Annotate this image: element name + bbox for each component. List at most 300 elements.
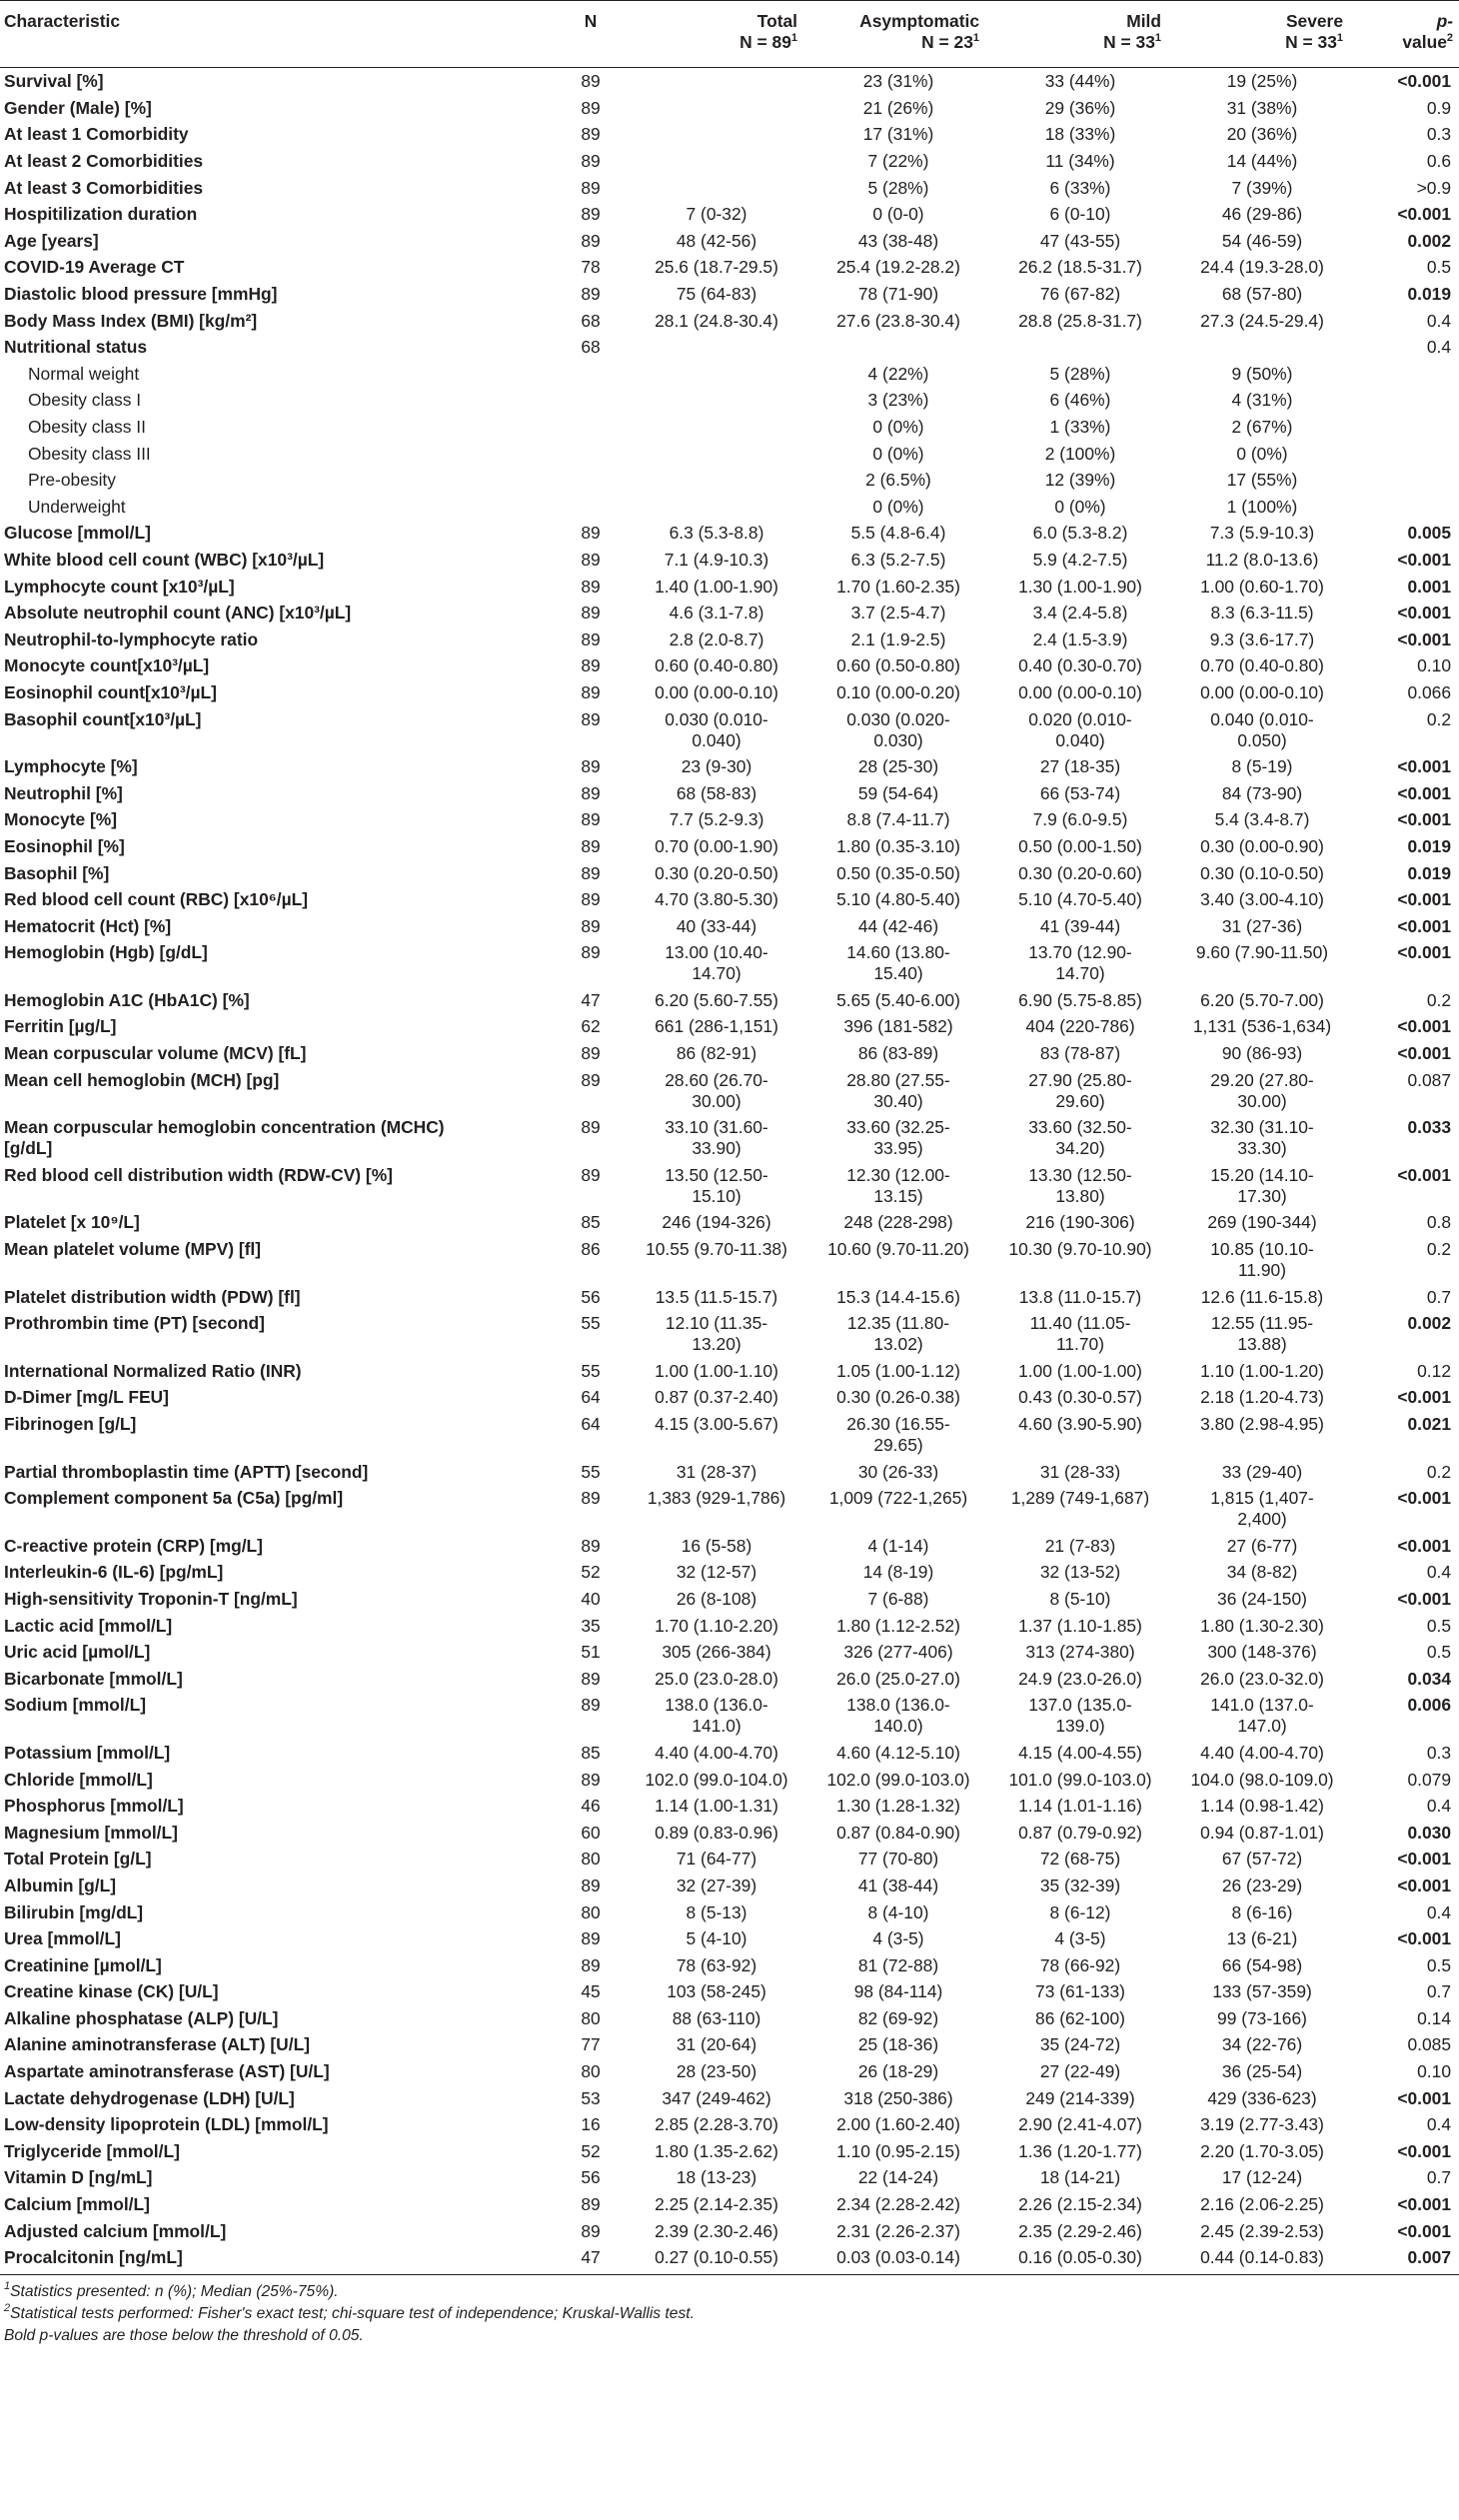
- asymptomatic-cell: 1.10 (0.95-2.15): [836, 2140, 960, 2161]
- table-row: [0, 547, 1459, 574]
- table-row: [0, 779, 1459, 806]
- p-value-cell: <0.001: [1397, 782, 1451, 803]
- characteristic-cell: Pre-obesity: [28, 470, 116, 491]
- total-cell: 2.85 (2.28-3.70): [655, 2114, 778, 2135]
- table-row: [0, 1586, 1459, 1613]
- mild-cell: 2 (100%): [1044, 443, 1116, 464]
- severe-cell: 1.80 (1.30-2.30): [1200, 1615, 1324, 1636]
- n-cell: 89: [581, 71, 601, 92]
- n-cell: 89: [581, 862, 601, 883]
- asymptomatic-cell: 2.31 (2.26-2.37): [836, 2220, 960, 2241]
- header-group-name: Total: [756, 11, 797, 31]
- characteristic-cell: Eosinophil [%]: [4, 835, 125, 856]
- n-cell: 80: [581, 2061, 601, 2082]
- severe-cell: 3.19 (2.77-3.43): [1200, 2114, 1324, 2135]
- total-cell: 26 (8-108): [676, 1588, 757, 1609]
- table-row: [0, 859, 1459, 886]
- mild-cell: 404 (220-786): [1025, 1016, 1135, 1037]
- p-value-cell: 0.5: [1426, 1615, 1451, 1636]
- table-row: [0, 254, 1459, 281]
- mild-cell: 0 (0%): [1054, 496, 1106, 517]
- table-row: [0, 1612, 1459, 1639]
- mild-cell: 1.00 (1.00-1.00): [1018, 1360, 1142, 1381]
- p-value-cell: 0.002: [1407, 230, 1451, 251]
- total-cell: 7.7 (5.2-9.3): [669, 809, 764, 830]
- n-cell: [556, 440, 626, 467]
- severe-cell: 0.30 (0.00-0.90): [1200, 835, 1324, 856]
- total-cell: 13.5 (11.5-15.7): [655, 1286, 778, 1307]
- total-cell: 661 (286-1,151): [655, 1016, 778, 1037]
- mild-cell: 7.9 (6.0-9.5): [1032, 809, 1128, 830]
- asymptomatic-cell: 0 (0%): [872, 417, 924, 438]
- characteristic-cell: Phosphorus [mmol/L]: [4, 1796, 184, 1817]
- p-value-cell: 0.5: [1426, 1642, 1451, 1663]
- mild-cell: 1 (33%): [1049, 417, 1111, 438]
- p-value-cell: 0.4: [1426, 2114, 1451, 2135]
- asymptomatic-cell: 59 (54-64): [857, 782, 939, 803]
- characteristic-cell: Eosinophil count[x10³/µL]: [4, 681, 217, 702]
- n-cell: 89: [581, 1695, 601, 1716]
- n-cell: 64: [581, 1414, 601, 1435]
- table-row: [0, 2164, 1459, 2191]
- asymptomatic-cell: 0.10 (0.00-0.20): [836, 681, 960, 702]
- p-value-cell: <0.001: [1397, 1164, 1451, 1185]
- asymptomatic-cell: 7 (6-88): [867, 1588, 929, 1609]
- mild-cell: 32 (13-52): [1039, 1562, 1121, 1583]
- asymptomatic-cell: 26.0 (25.0-27.0): [836, 1668, 960, 1689]
- p-value-cell: <0.001: [1397, 1535, 1451, 1556]
- p-value-cell: <0.001: [1397, 2194, 1451, 2215]
- asymptomatic-cell: 25 (18-36): [857, 2034, 939, 2055]
- characteristic-cell: Obesity class II: [28, 417, 146, 438]
- n-cell: 89: [581, 124, 601, 145]
- asymptomatic-cell: 4 (3-5): [872, 1928, 924, 1949]
- mild-cell: 27 (18-35): [1039, 756, 1121, 777]
- characteristic-cell: Aspartate aminotransferase (AST) [U/L]: [4, 2061, 330, 2082]
- header-n: N: [556, 1, 626, 68]
- table-row: [0, 1559, 1459, 1586]
- characteristic-cell: Fibrinogen [g/L]: [4, 1414, 137, 1435]
- p-value-cell: 0.6: [1426, 151, 1451, 172]
- n-cell: 55: [581, 1360, 601, 1381]
- characteristic-cell: Chloride [mmol/L]: [4, 1769, 153, 1790]
- n-cell: 89: [581, 782, 601, 803]
- table-row: [0, 467, 1459, 494]
- severe-cell: 26.0 (23.0-32.0): [1200, 1668, 1324, 1689]
- characteristic-cell: Mean platelet volume (MPV) [fl]: [4, 1239, 262, 1260]
- asymptomatic-cell: 1.80 (1.12-2.52): [836, 1615, 960, 1636]
- mild-cell: 18 (14-21): [1039, 2167, 1121, 2188]
- p-value-cell: <0.001: [1397, 549, 1451, 570]
- characteristic-cell: Mean corpuscular volume (MCV) [fL]: [4, 1043, 307, 1064]
- p-value-cell: 0.2: [1426, 1461, 1451, 1482]
- severe-cell: 36 (25-54): [1221, 2061, 1303, 2082]
- mild-cell: 29 (36%): [1044, 97, 1116, 118]
- total-cell: 4.15 (3.00-5.67): [655, 1414, 778, 1435]
- severe-cell: 1.00 (0.60-1.70): [1200, 576, 1324, 597]
- total-cell: 2.25 (2.14-2.35): [655, 2194, 778, 2215]
- n-cell: 89: [581, 708, 601, 729]
- asymptomatic-cell: 4 (1-14): [867, 1535, 929, 1556]
- characteristic-cell: Absolute neutrophil count (ANC) [x10³/µL]: [4, 603, 352, 624]
- p-value-cell: 0.3: [1426, 124, 1451, 145]
- p-value-cell: 0.034: [1407, 1668, 1451, 1689]
- n-cell: [556, 467, 626, 494]
- mild-cell: 1.14 (1.01-1.16): [1018, 1796, 1142, 1817]
- table-row: [0, 2084, 1459, 2111]
- footnote-1: [4, 2281, 1455, 2303]
- p-value-cell: 0.5: [1426, 1954, 1451, 1975]
- mild-cell: 0.87 (0.79-0.92): [1018, 1822, 1142, 1843]
- table-row: [0, 1846, 1459, 1873]
- p-value-cell: 0.4: [1426, 310, 1451, 331]
- severe-cell: 24.4 (19.3-28.0): [1200, 257, 1324, 278]
- p-value-cell: 0.001: [1407, 576, 1451, 597]
- characteristic-cell: At least 3 Comorbidities: [4, 177, 204, 198]
- mild-cell: 0.16 (0.05-0.30): [989, 2244, 1171, 2275]
- n-cell: 89: [581, 1488, 601, 1509]
- p-value-cell: <0.001: [1397, 1016, 1451, 1037]
- footnote-marker: 1: [1336, 32, 1343, 44]
- severe-cell: 429 (336-623): [1207, 2087, 1317, 2108]
- table-row: [0, 1766, 1459, 1793]
- characteristic-cell: Underweight: [28, 496, 126, 517]
- p-value-cell: 0.12: [1417, 1360, 1451, 1381]
- p-value-cell: 0.2: [1426, 708, 1451, 729]
- table-row: [0, 2058, 1459, 2085]
- severe-cell: 27.3 (24.5-29.4): [1200, 310, 1324, 331]
- n-cell: 80: [581, 1849, 601, 1870]
- mild-cell: 10.30 (9.70-10.90): [1008, 1239, 1152, 1260]
- characteristic-cell: Platelet [x 10⁹/L]: [4, 1212, 140, 1233]
- p-value-cell: 0.030: [1407, 1822, 1451, 1843]
- characteristic-cell: Bilirubin [mg/dL]: [4, 1901, 144, 1922]
- total-cell: 4.40 (4.00-4.70): [655, 1742, 778, 1763]
- characteristic-cell: C-reactive protein (CRP) [mg/L]: [4, 1535, 263, 1556]
- p-value-cell: 0.7: [1426, 1981, 1451, 2002]
- p-value-cell: 0.14: [1417, 2007, 1451, 2028]
- p-value-cell: 0.2: [1426, 989, 1451, 1010]
- n-cell: 60: [581, 1822, 601, 1843]
- asymptomatic-cell: 22 (14-24): [857, 2167, 939, 2188]
- p-value-cell: 0.3: [1426, 1742, 1451, 1763]
- characteristic-cell: Basophil [%]: [4, 862, 110, 883]
- total-cell: 88 (63-110): [672, 2007, 761, 2028]
- table-row: [0, 1013, 1459, 1040]
- asymptomatic-cell: 98 (84-114): [853, 1981, 943, 2002]
- severe-cell: 4.40 (4.00-4.70): [1200, 1742, 1324, 1763]
- footnote-text: Statistics presented: n (%); Median (25%-75%).: [10, 2283, 339, 2301]
- mild-cell: 12 (39%): [1044, 470, 1116, 491]
- table-row: [0, 1310, 1459, 1358]
- asymptomatic-cell: 17 (31%): [862, 124, 934, 145]
- mild-cell: 66 (53-74): [1039, 782, 1121, 803]
- header-group-name: Mild: [1126, 11, 1161, 31]
- p-value-cell: [1353, 494, 1459, 521]
- asymptomatic-cell: 1.70 (1.60-2.35): [836, 576, 960, 597]
- severe-cell: 9 (50%): [1231, 363, 1293, 384]
- table-row: [0, 1458, 1459, 1485]
- total-cell: 28.60 (26.70- 30.00): [665, 1069, 768, 1111]
- p-value-cell: [1353, 387, 1459, 414]
- p-value-cell: 0.4: [1426, 337, 1451, 358]
- p-value-cell: <0.001: [1397, 1588, 1451, 1609]
- table-row: [0, 1639, 1459, 1666]
- table-row: [0, 1665, 1459, 1692]
- characteristic-cell: Obesity class III: [28, 443, 151, 464]
- total-cell: [626, 148, 807, 175]
- header-total: [626, 1, 807, 68]
- severe-cell: 20 (36%): [1226, 124, 1298, 145]
- asymptomatic-cell: 41 (38-44): [857, 1875, 939, 1895]
- characteristic-cell: Urea [mmol/L]: [4, 1928, 121, 1949]
- total-cell: [626, 467, 807, 494]
- table-body: [0, 68, 1459, 2275]
- table-row: [0, 68, 1459, 95]
- asymptomatic-cell: 14.60 (13.80- 15.40): [846, 942, 950, 984]
- mild-cell: [989, 334, 1171, 361]
- asymptomatic-cell: 7 (22%): [867, 151, 929, 172]
- mild-cell: 4.60 (3.90-5.90): [1018, 1414, 1142, 1435]
- mild-cell: 72 (68-75): [1039, 1849, 1121, 1870]
- p-value-cell: <0.001: [1397, 71, 1451, 92]
- characteristic-cell: Calcium [mmol/L]: [4, 2194, 150, 2215]
- severe-cell: 90 (86-93): [1221, 1043, 1303, 1064]
- table-row: [0, 414, 1459, 441]
- asymptomatic-cell: 12.30 (12.00- 13.15): [846, 1164, 950, 1206]
- mild-cell: 31 (28-33): [1039, 1461, 1121, 1482]
- severe-cell: 66 (54-98): [1221, 1954, 1303, 1975]
- n-cell: 77: [581, 2034, 601, 2055]
- asymptomatic-cell: 14 (8-19): [862, 1562, 934, 1583]
- severe-cell: 3.40 (3.00-4.10): [1200, 889, 1324, 910]
- table-row: [0, 174, 1459, 201]
- asymptomatic-cell: 3 (23%): [867, 390, 929, 411]
- header-characteristic: Characteristic: [0, 1, 556, 68]
- characteristic-cell: Total Protein [g/L]: [4, 1849, 152, 1870]
- total-cell: 10.55 (9.70-11.38): [646, 1239, 787, 1260]
- characteristic-cell: Glucose [mmol/L]: [4, 523, 151, 544]
- p-value-cell: 0.019: [1407, 862, 1451, 883]
- asymptomatic-cell: 102.0 (99.0-103.0): [826, 1769, 970, 1790]
- total-cell: 138.0 (136.0- 141.0): [665, 1695, 768, 1737]
- mild-cell: 78 (66-92): [1039, 1954, 1121, 1975]
- asymptomatic-cell: 2 (6.5%): [865, 470, 931, 491]
- p-value-cell: 0.10: [1417, 2061, 1451, 2082]
- asymptomatic-cell: 78 (71-90): [857, 284, 939, 305]
- n-cell: 89: [581, 1043, 601, 1064]
- p-value-cell: <0.001: [1397, 1875, 1451, 1895]
- mild-cell: 35 (24-72): [1039, 2034, 1121, 2055]
- total-cell: [626, 174, 807, 201]
- footnote-text: Bold p-values are those below the threshold of 0.05.: [4, 2327, 364, 2345]
- n-cell: 89: [581, 1875, 601, 1895]
- severe-cell: 1.14 (0.98-1.42): [1200, 1796, 1324, 1817]
- characteristic-cell: Mean cell hemoglobin (MCH) [pg]: [4, 1069, 280, 1090]
- table-row: [0, 1978, 1459, 2005]
- mild-cell: 4.15 (4.00-4.55): [1018, 1742, 1142, 1763]
- total-cell: 31 (20-64): [676, 2034, 757, 2055]
- n-cell: 64: [581, 1387, 601, 1408]
- characteristic-cell: Survival [%]: [4, 71, 104, 92]
- n-cell: 89: [581, 1069, 601, 1090]
- p-value-cell: <0.001: [1397, 1043, 1451, 1064]
- p-value-cell: 0.8: [1426, 1212, 1451, 1233]
- n-cell: 46: [581, 1796, 601, 1817]
- table-row: [0, 1873, 1459, 1899]
- mild-cell: 5 (28%): [1049, 363, 1111, 384]
- total-cell: 16 (5-58): [681, 1535, 752, 1556]
- total-cell: 13.00 (10.40- 14.70): [665, 942, 768, 984]
- p-value-cell: 0.4: [1426, 1796, 1451, 1817]
- mild-cell: 24.9 (23.0-26.0): [1018, 1668, 1142, 1689]
- characteristic-cell: Potassium [mmol/L]: [4, 1742, 171, 1763]
- mild-cell: 8 (6-12): [1049, 1901, 1111, 1922]
- table-row: [0, 679, 1459, 706]
- n-cell: 86: [581, 1239, 601, 1260]
- mild-cell: 0.020 (0.010- 0.040): [1028, 708, 1132, 750]
- p-value-cell: <0.001: [1397, 889, 1451, 910]
- characteristic-cell: Obesity class I: [28, 390, 142, 411]
- severe-cell: 1.10 (1.00-1.20): [1200, 1360, 1324, 1381]
- mild-cell: 0.40 (0.30-0.70): [1018, 655, 1142, 676]
- mild-cell: 33.60 (32.50- 34.20): [1028, 1117, 1132, 1159]
- table-row: [0, 1740, 1459, 1767]
- p-value-cell: [1353, 414, 1459, 441]
- n-cell: 52: [581, 2140, 601, 2161]
- severe-cell: 12.6 (11.6-15.8): [1200, 1286, 1324, 1307]
- header-group-n: N = 33: [1285, 32, 1337, 52]
- table-row: [0, 1793, 1459, 1820]
- p-value-cell: 0.033: [1407, 1117, 1451, 1138]
- n-cell: 89: [581, 177, 601, 198]
- severe-cell: 0.94 (0.87-1.01): [1200, 1822, 1324, 1843]
- p-value-cell: <0.001: [1397, 2087, 1451, 2108]
- mild-cell: 76 (67-82): [1039, 284, 1121, 305]
- severe-cell: 269 (190-344): [1207, 1212, 1317, 1233]
- mild-cell: 5.9 (4.2-7.5): [1032, 549, 1128, 570]
- total-cell: [626, 95, 807, 122]
- table-row: [0, 334, 1459, 361]
- total-cell: 40 (33-44): [676, 915, 757, 936]
- n-cell: 16: [581, 2114, 601, 2135]
- table-row: [0, 1162, 1459, 1210]
- characteristic-cell: Monocyte count[x10³/µL]: [4, 655, 210, 676]
- characteristic-cell: Albumin [g/L]: [4, 1875, 117, 1895]
- table-row: [0, 2005, 1459, 2032]
- n-cell: 85: [581, 1212, 601, 1233]
- footnote-marker: 2: [4, 2302, 11, 2315]
- table-row: [0, 1384, 1459, 1411]
- n-cell: 53: [581, 2087, 601, 2108]
- table-row: [0, 2031, 1459, 2058]
- severe-cell: 26 (23-29): [1221, 1875, 1303, 1895]
- n-cell: 89: [581, 809, 601, 830]
- asymptomatic-cell: 10.60 (9.70-11.20): [827, 1239, 969, 1260]
- total-cell: 78 (63-92): [676, 1954, 757, 1975]
- severe-cell: 4 (31%): [1231, 390, 1293, 411]
- characteristic-cell: Alanine aminotransferase (ALT) [U/L]: [4, 2034, 310, 2055]
- characteristic-cell: Neutrophil-to-lymphocyte ratio: [4, 629, 259, 649]
- asymptomatic-cell: 8.8 (7.4-11.7): [846, 809, 950, 830]
- header-p-line2: value: [1402, 32, 1447, 52]
- p-value-cell: <0.001: [1397, 629, 1451, 649]
- total-cell: 6.20 (5.60-7.55): [655, 989, 778, 1010]
- asymptomatic-cell: 0.60 (0.50-0.80): [836, 655, 960, 676]
- severe-cell: 17 (12-24): [1221, 2167, 1303, 2188]
- n-cell: [556, 361, 626, 388]
- characteristic-cell: Gender (Male) [%]: [4, 97, 152, 118]
- asymptomatic-cell: 3.7 (2.5-4.7): [850, 603, 946, 624]
- n-cell: 89: [581, 549, 601, 570]
- n-cell: 89: [581, 1928, 601, 1949]
- table-row: [0, 2111, 1459, 2138]
- asymptomatic-cell: 0.030 (0.020- 0.030): [846, 708, 950, 750]
- mild-cell: 33 (44%): [1044, 71, 1116, 92]
- characteristic-cell: Sodium [mmol/L]: [4, 1695, 147, 1716]
- asymptomatic-cell: 81 (72-88): [857, 1954, 939, 1975]
- asymptomatic-cell: 1,009 (722-1,265): [828, 1488, 968, 1509]
- mild-cell: 28.8 (25.8-31.7): [1018, 310, 1142, 331]
- table-row: [0, 833, 1459, 860]
- total-cell: 1.14 (1.00-1.31): [655, 1796, 778, 1817]
- n-cell: 89: [581, 523, 601, 544]
- n-cell: 89: [581, 655, 601, 676]
- mild-cell: 1,289 (749-1,687): [1010, 1488, 1150, 1509]
- n-cell: 56: [581, 1286, 601, 1307]
- n-cell: 85: [581, 1742, 601, 1763]
- total-cell: 0.27 (0.10-0.55): [626, 2244, 807, 2275]
- total-cell: 71 (64-77): [676, 1849, 757, 1870]
- mild-cell: 27 (22-49): [1039, 2061, 1121, 2082]
- characteristic-cell: Creatinine [µmol/L]: [4, 1954, 162, 1975]
- n-cell: 89: [581, 204, 601, 225]
- p-value-cell: 0.021: [1407, 1414, 1451, 1435]
- total-cell: 31 (28-37): [676, 1461, 757, 1482]
- mild-cell: 27.90 (25.80- 29.60): [1028, 1069, 1132, 1111]
- asymptomatic-cell: 0 (0%): [872, 496, 924, 517]
- characteristic-cell: At least 2 Comorbidities: [4, 151, 204, 172]
- p-value-cell: <0.001: [1397, 1849, 1451, 1870]
- total-cell: 0.60 (0.40-0.80): [655, 655, 778, 676]
- asymptomatic-cell: 44 (42-46): [857, 915, 939, 936]
- mild-cell: 21 (7-83): [1044, 1535, 1116, 1556]
- asymptomatic-cell: 2.00 (1.60-2.40): [836, 2114, 960, 2135]
- mild-cell: 73 (61-133): [1035, 1981, 1125, 2002]
- total-cell: 305 (266-384): [662, 1642, 771, 1663]
- severe-cell: 2.16 (2.06-2.25): [1200, 2194, 1324, 2215]
- n-cell: 52: [581, 1562, 601, 1583]
- severe-cell: 104.0 (98.0-109.0): [1190, 1769, 1334, 1790]
- p-value-cell: 0.10: [1417, 655, 1451, 676]
- n-cell: 89: [581, 1535, 601, 1556]
- total-cell: 102.0 (99.0-104.0): [645, 1769, 788, 1790]
- n-cell: 89: [581, 2220, 601, 2241]
- n-cell: 89: [581, 835, 601, 856]
- footnote-marker: 2: [1446, 32, 1453, 44]
- severe-cell: 2.18 (1.20-4.73): [1200, 1387, 1324, 1408]
- header-p-value: [1353, 1, 1459, 68]
- characteristic-cell: Red blood cell count (RBC) [x10⁶/µL]: [4, 889, 309, 910]
- total-cell: 2.39 (2.30-2.46): [655, 2220, 778, 2241]
- asymptomatic-cell: 1.30 (1.28-1.32): [836, 1796, 960, 1817]
- n-cell: 89: [581, 889, 601, 910]
- characteristic-cell: Ferritin [µg/L]: [4, 1016, 117, 1037]
- p-value-cell: <0.001: [1397, 2140, 1451, 2161]
- table-row: [0, 1040, 1459, 1067]
- severe-cell: 141.0 (137.0- 147.0): [1210, 1695, 1314, 1737]
- total-cell: 32 (12-57): [676, 1562, 757, 1583]
